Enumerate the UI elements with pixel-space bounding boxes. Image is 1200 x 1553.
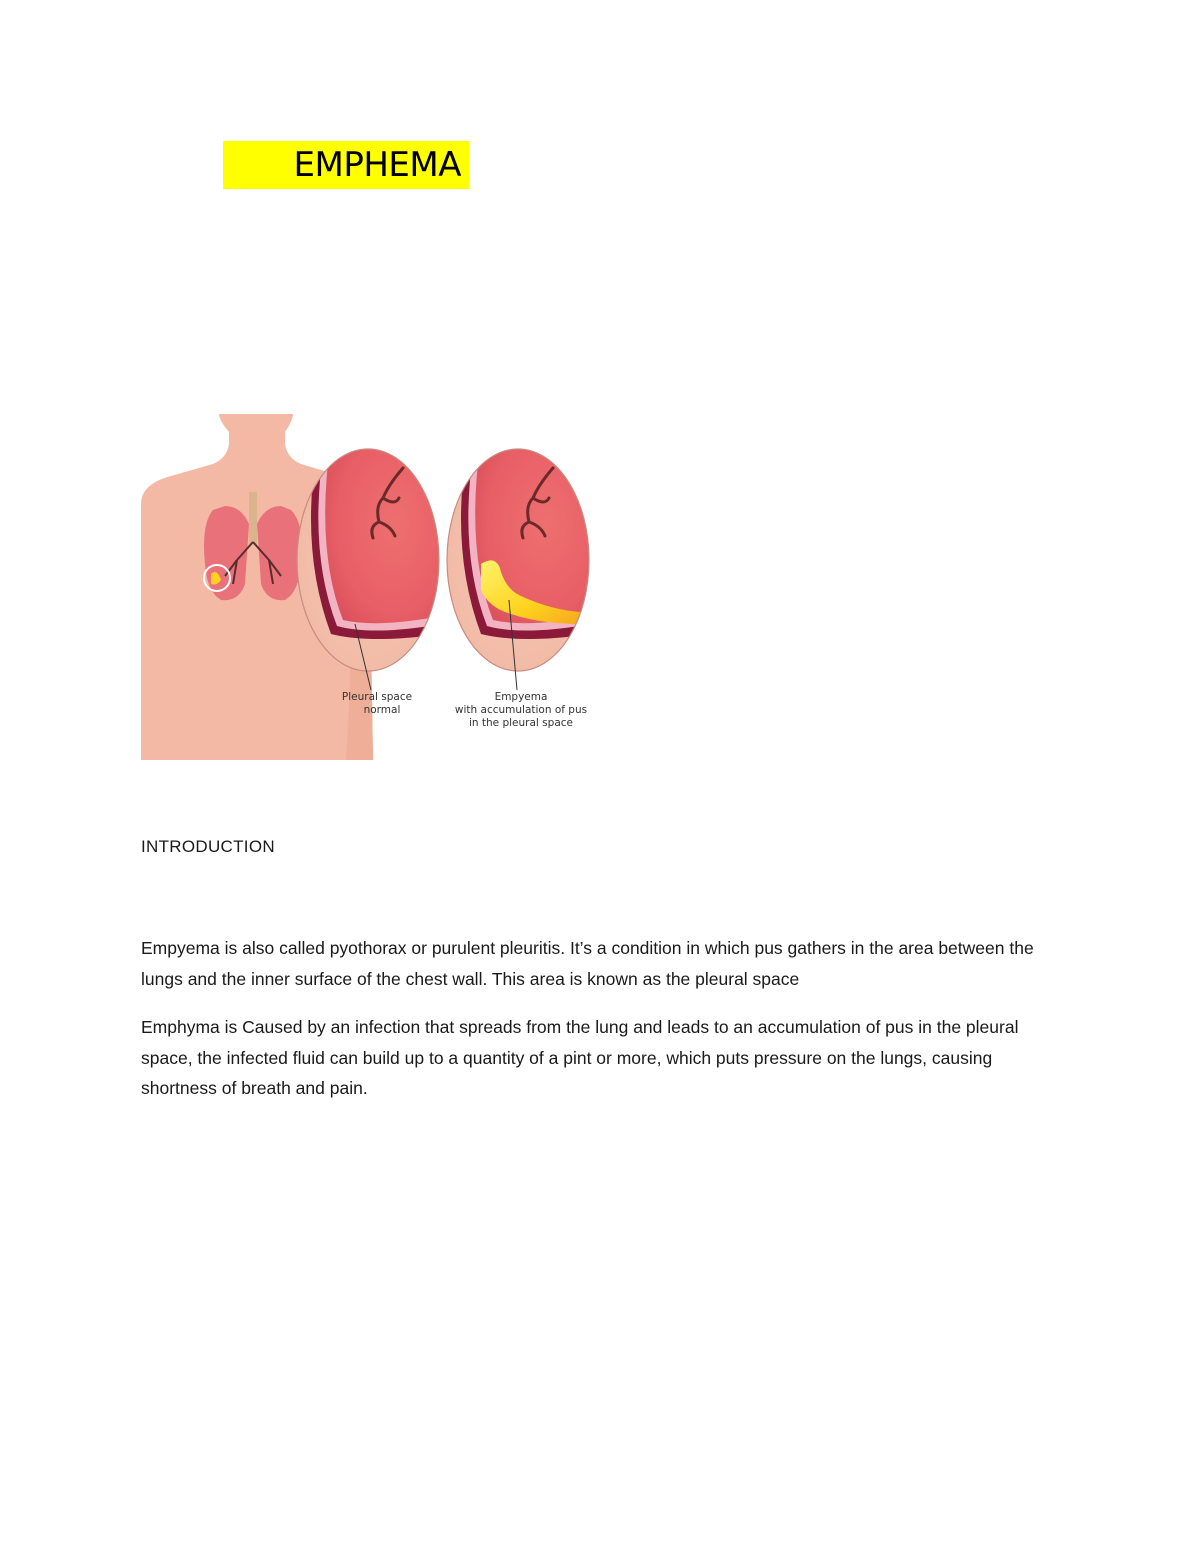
title-highlight xyxy=(223,141,469,189)
label-empyema: Empyema xyxy=(494,691,548,703)
empyema-illustration xyxy=(141,414,595,760)
label-accumulation: with accumulation of pus xyxy=(454,704,588,716)
label-pleural-space: Pleural space xyxy=(341,691,413,703)
label-pleural-space-pus: in the pleural space xyxy=(469,717,573,729)
section-heading: INTRODUCTION xyxy=(141,837,275,856)
paragraph-definition: Empyema is also called pyothorax or purulent pleuritis. It’s a condition in which pus gathers in the area between the lungs and the inner surface of the chest wall. This area is known as the pleural space xyxy=(141,938,1034,989)
label-normal: normal xyxy=(363,704,401,716)
empyema-pleura-oval xyxy=(447,444,591,690)
document-title: EMPHEMA xyxy=(293,145,461,185)
paragraph-cause: Emphyma is Caused by an infection that spreads from the lung and leads to an accumulation of pus in the pleural space, the infected fluid can build up to a quantity of a pint or more, which puts pressure on the lungs, causing shortness of breath and pain. xyxy=(141,1017,1019,1098)
